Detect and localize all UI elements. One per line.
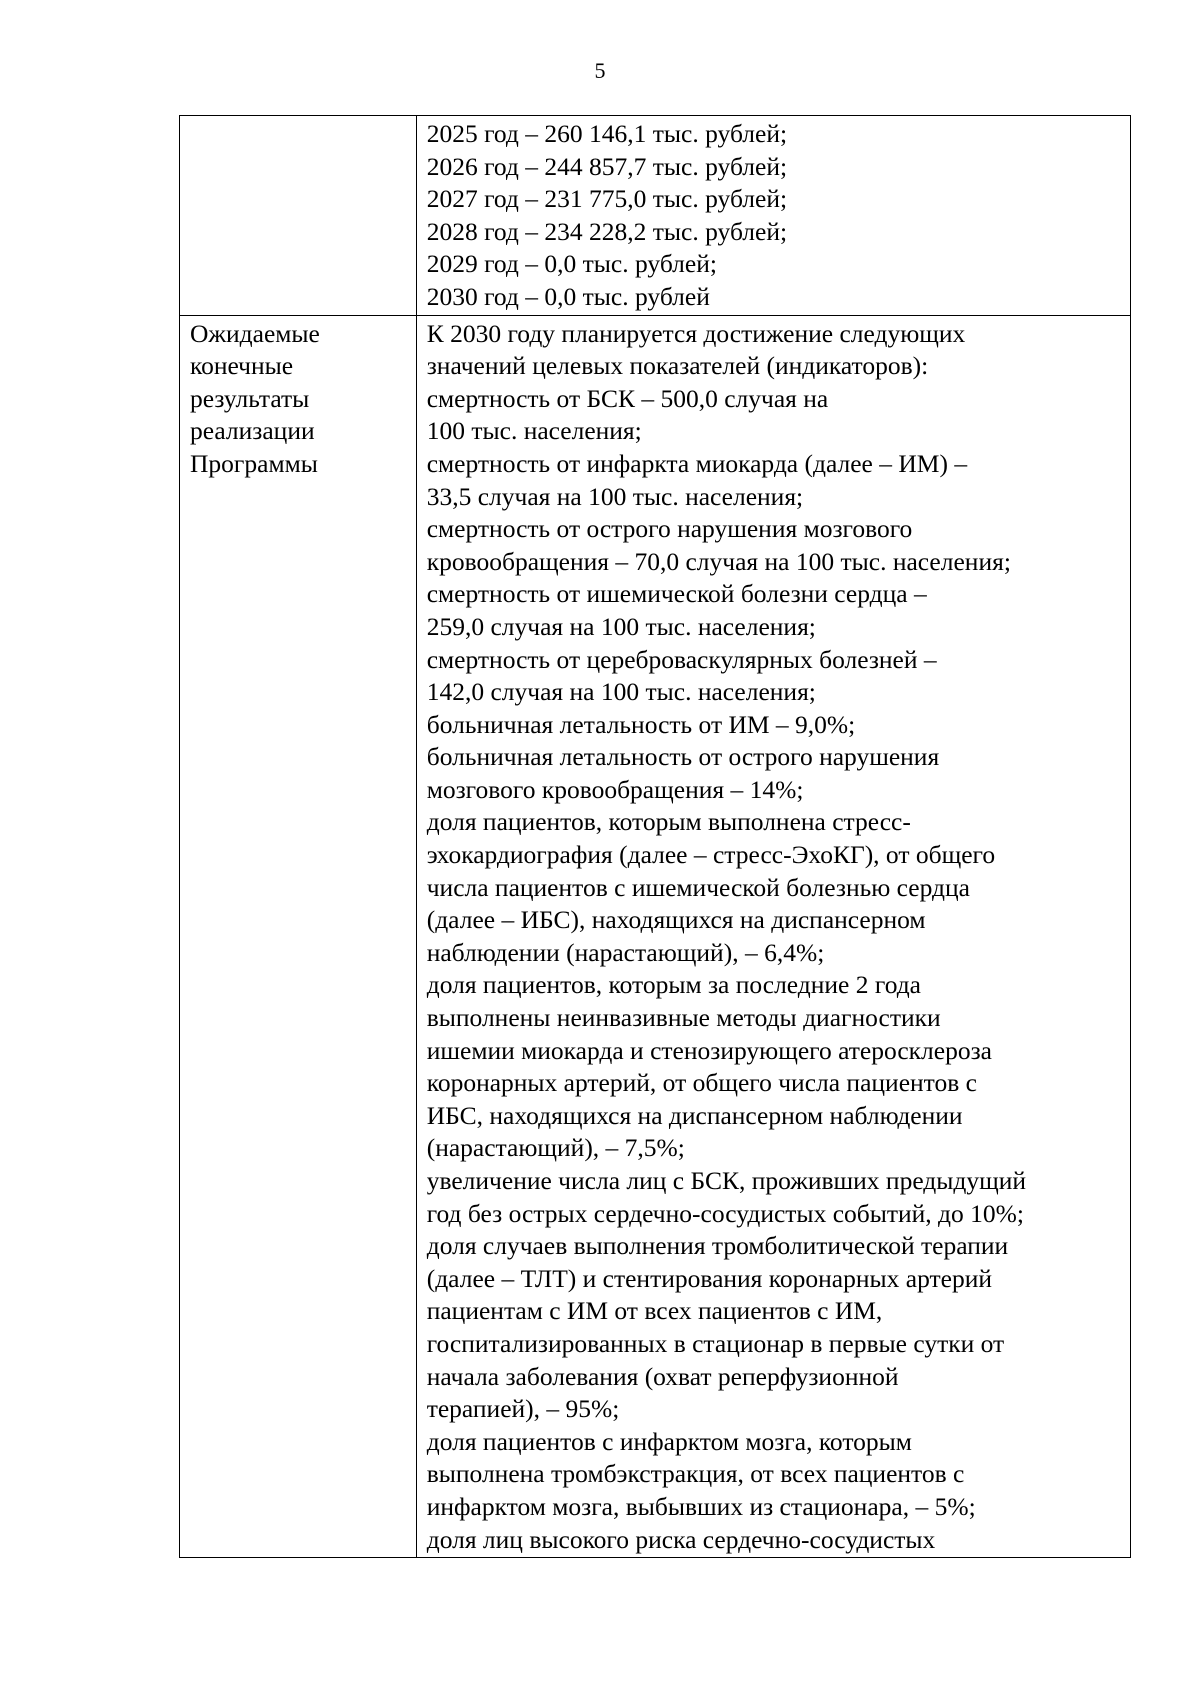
result-line: выполнены неинвазивные методы диагностики [426,1003,941,1033]
result-line: смертность от острого нарушения мозгового [426,514,913,544]
result-line: терапией), – 95%; [426,1394,620,1424]
result-line: смертность от цереброваскулярных болезней – [426,644,937,674]
result-line: смертность от инфаркта миокарда (далее – ИМ) – [426,448,968,478]
result-line: ИБС, находящихся на диспансерном наблюдении [426,1100,963,1130]
result-line: кровообращения – 70,0 случая на 100 тыс. населения; [426,546,1011,576]
funding-line: 2026 год – 244 857,7 тыс. рублей; [426,151,788,181]
result-line: эхокардиография (далее – стресс-ЭхоКГ), от общего [426,840,996,870]
result-line: наблюдении (нарастающий), – 6,4%; [426,937,825,967]
table-row-funding [180,116,1131,316]
row-label-cell [180,116,417,316]
row-label-line: конечные [190,351,294,381]
result-line: доля случаев выполнения тромболитической терапии [426,1231,1009,1261]
result-line: доля лиц высокого риска сердечно-сосудистых [426,1524,936,1554]
funding-line: 2030 год – 0,0 тыс. рублей [426,281,710,311]
result-line: числа пациентов с ишемической болезнью сердца [426,872,970,902]
row-content-cell [416,315,1130,1558]
result-line: выполнена тромбэкстракция, от всех пациентов с [426,1459,965,1489]
result-line: доля пациентов с инфарктом мозга, которым [426,1426,912,1456]
result-line: 142,0 случая на 100 тыс. населения; [426,677,816,707]
result-line: инфарктом мозга, выбывших из стационара, – 5%; [426,1491,976,1521]
funding-line: 2025 год – 260 146,1 тыс. рублей; [426,119,788,148]
row-label-cell [180,315,417,1558]
result-line: значений целевых показателей (индикаторов): [426,351,929,381]
result-line: год без острых сердечно-сосудистых событий, до 10%; [426,1198,1024,1228]
result-line: смертность от ишемической болезни сердца – [426,579,927,609]
funding-line: 2027 год – 231 775,0 тыс. рублей; [426,184,788,214]
result-line: больничная летальность от острого нарушения [426,742,940,772]
result-line: (далее – ТЛТ) и стентирования коронарных артерий [426,1263,992,1293]
result-line: начала заболевания (охват реперфузионной [426,1361,899,1391]
row-content-cell [416,116,1130,316]
page-number: 5 [594,58,606,83]
result-line: мозгового кровообращения – 14%; [426,774,804,804]
result-line: 100 тыс. населения; [426,416,642,446]
table-row-expected-results [180,315,1131,1558]
result-line: увеличение числа лиц с БСК, проживших предыдущий [426,1166,1027,1195]
program-passport-table [179,115,1131,1558]
result-line: смертность от БСК – 500,0 случая на [426,383,829,413]
row-label-line: Ожидаемые [190,318,320,348]
result-line: ишемии миокарда и стенозирующего атеросклероза [426,1035,992,1065]
result-line: госпитализированных в стационар в первые сутки от [426,1328,1005,1358]
row-label-line: реализации [190,416,315,446]
result-line: коронарных артерий, от общего числа пациентов с [426,1068,977,1098]
funding-line: 2028 год – 234 228,2 тыс. рублей; [426,216,788,246]
result-line: доля пациентов, которым выполнена стресс- [426,807,911,837]
result-line: 33,5 случая на 100 тыс. населения; [426,481,804,511]
result-line: К 2030 году планируется достижение следующих [426,318,966,348]
result-line: больничная летальность от ИМ – 9,0%; [426,709,856,739]
funding-line: 2029 год – 0,0 тыс. рублей; [426,249,717,279]
result-line: (далее – ИБС), находящихся на диспансерном [426,905,926,935]
result-line: пациентам с ИМ от всех пациентов с ИМ, [426,1296,883,1326]
row-label-line: результаты [190,383,310,413]
row-label-line: Программы [190,448,318,478]
result-line: (нарастающий), – 7,5%; [426,1133,685,1163]
result-line: доля пациентов, которым за последние 2 года [426,970,922,1000]
result-line: 259,0 случая на 100 тыс. населения; [426,611,816,641]
